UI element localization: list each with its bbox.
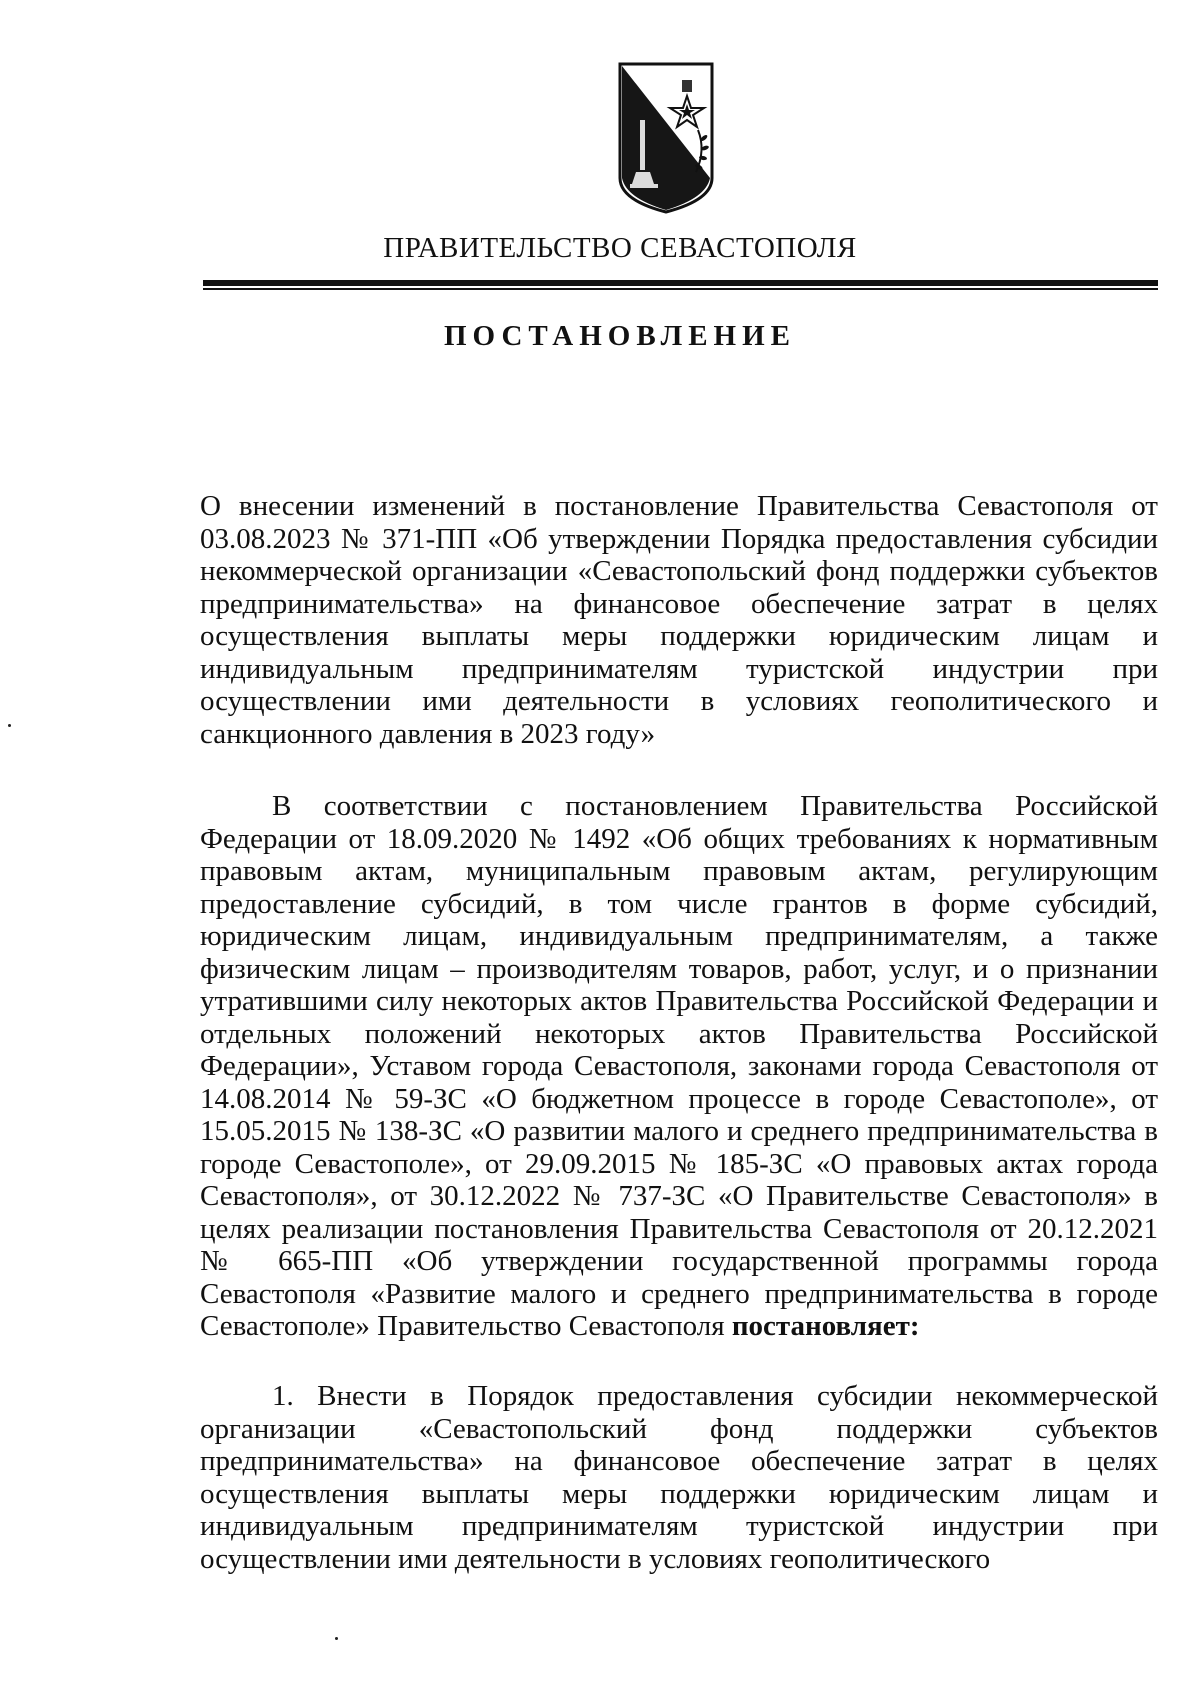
decision-word: постановляет: xyxy=(731,1310,920,1342)
item-1-paragraph: 1. Внести в Порядок предоставления субсидии некоммерческой организации «Севастопольский фонд поддержки субъектов предпринимательства» на финансовое обеспечение затрат в целях осуществления выплаты меры поддержки юридическим лицам и индивидуальным предпринимателям туристской индустрии при осуществлении ими деятельности в условиях геополитического xyxy=(200,1380,1158,1575)
preamble-paragraph xyxy=(200,790,1158,1343)
government-name: ПРАВИТЕЛЬСТВО СЕВАСТОПОЛЯ xyxy=(383,232,857,264)
coat-of-arms-icon xyxy=(616,60,716,216)
scan-speck xyxy=(8,724,11,727)
header-rule-thin xyxy=(203,288,1158,290)
preamble-text: В соответствии с постановлением Правительства Российской Федерации от 18.09.2020 № 1492 «Об общих требованиях к нормативным правовым актам, муниципальным правовым актам, регулирующим предоставление субсидий, в том числе грантов в форме субсидий, юридическим лицам, индивидуальным предпринимателям, а также физическим лицам – производителям товаров, работ, услуг, и о признании утратившими силу некоторых актов Правительства Российской Федерации и отдельных положений некоторых актов Правительства Российской Федерации», Уставом города Севастополя, законами города Севастополя от 14.08.2014 № 59-ЗС «О бюджетном процессе в городе Севастополе», от 15.05.2015 № 138-ЗС «О развитии малого и среднего предпринимательства в городе Севастополе», от 29.09.2015 № 185-ЗС «О правовых актах города Севастополя», от 30.12.2022 № 737-ЗС «О Правительстве Севастополя» в целях реализации постановления Правительства Севастополя от 20.12.2021 № 665-ПП «Об утверждении государственной программы города Севастополя «Развитие малого и среднего предпринимательства в городе Севастополе» Правительство Севастополя xyxy=(200,790,1158,1342)
document-type-title: ПОСТАНОВЛЕНИЕ xyxy=(443,320,796,352)
scan-speck xyxy=(335,1637,338,1640)
header-rule-thick xyxy=(203,280,1158,286)
document-subject: О внесении изменений в постановление Правительства Севастополя от 03.08.2023 № 371-ПП «Об утверждении Порядка предоставления субсидии некоммерческой организации «Севастопольский фонд поддержки субъектов предпринимательства» на финансовое обеспечение затрат в целях осуществления выплаты меры поддержки юридическим лицам и индивидуальным предпринимателям туристской индустрии при осуществлении ими деятельности в условиях геополитического и санкционного давления в 2023 году» xyxy=(200,490,1158,750)
